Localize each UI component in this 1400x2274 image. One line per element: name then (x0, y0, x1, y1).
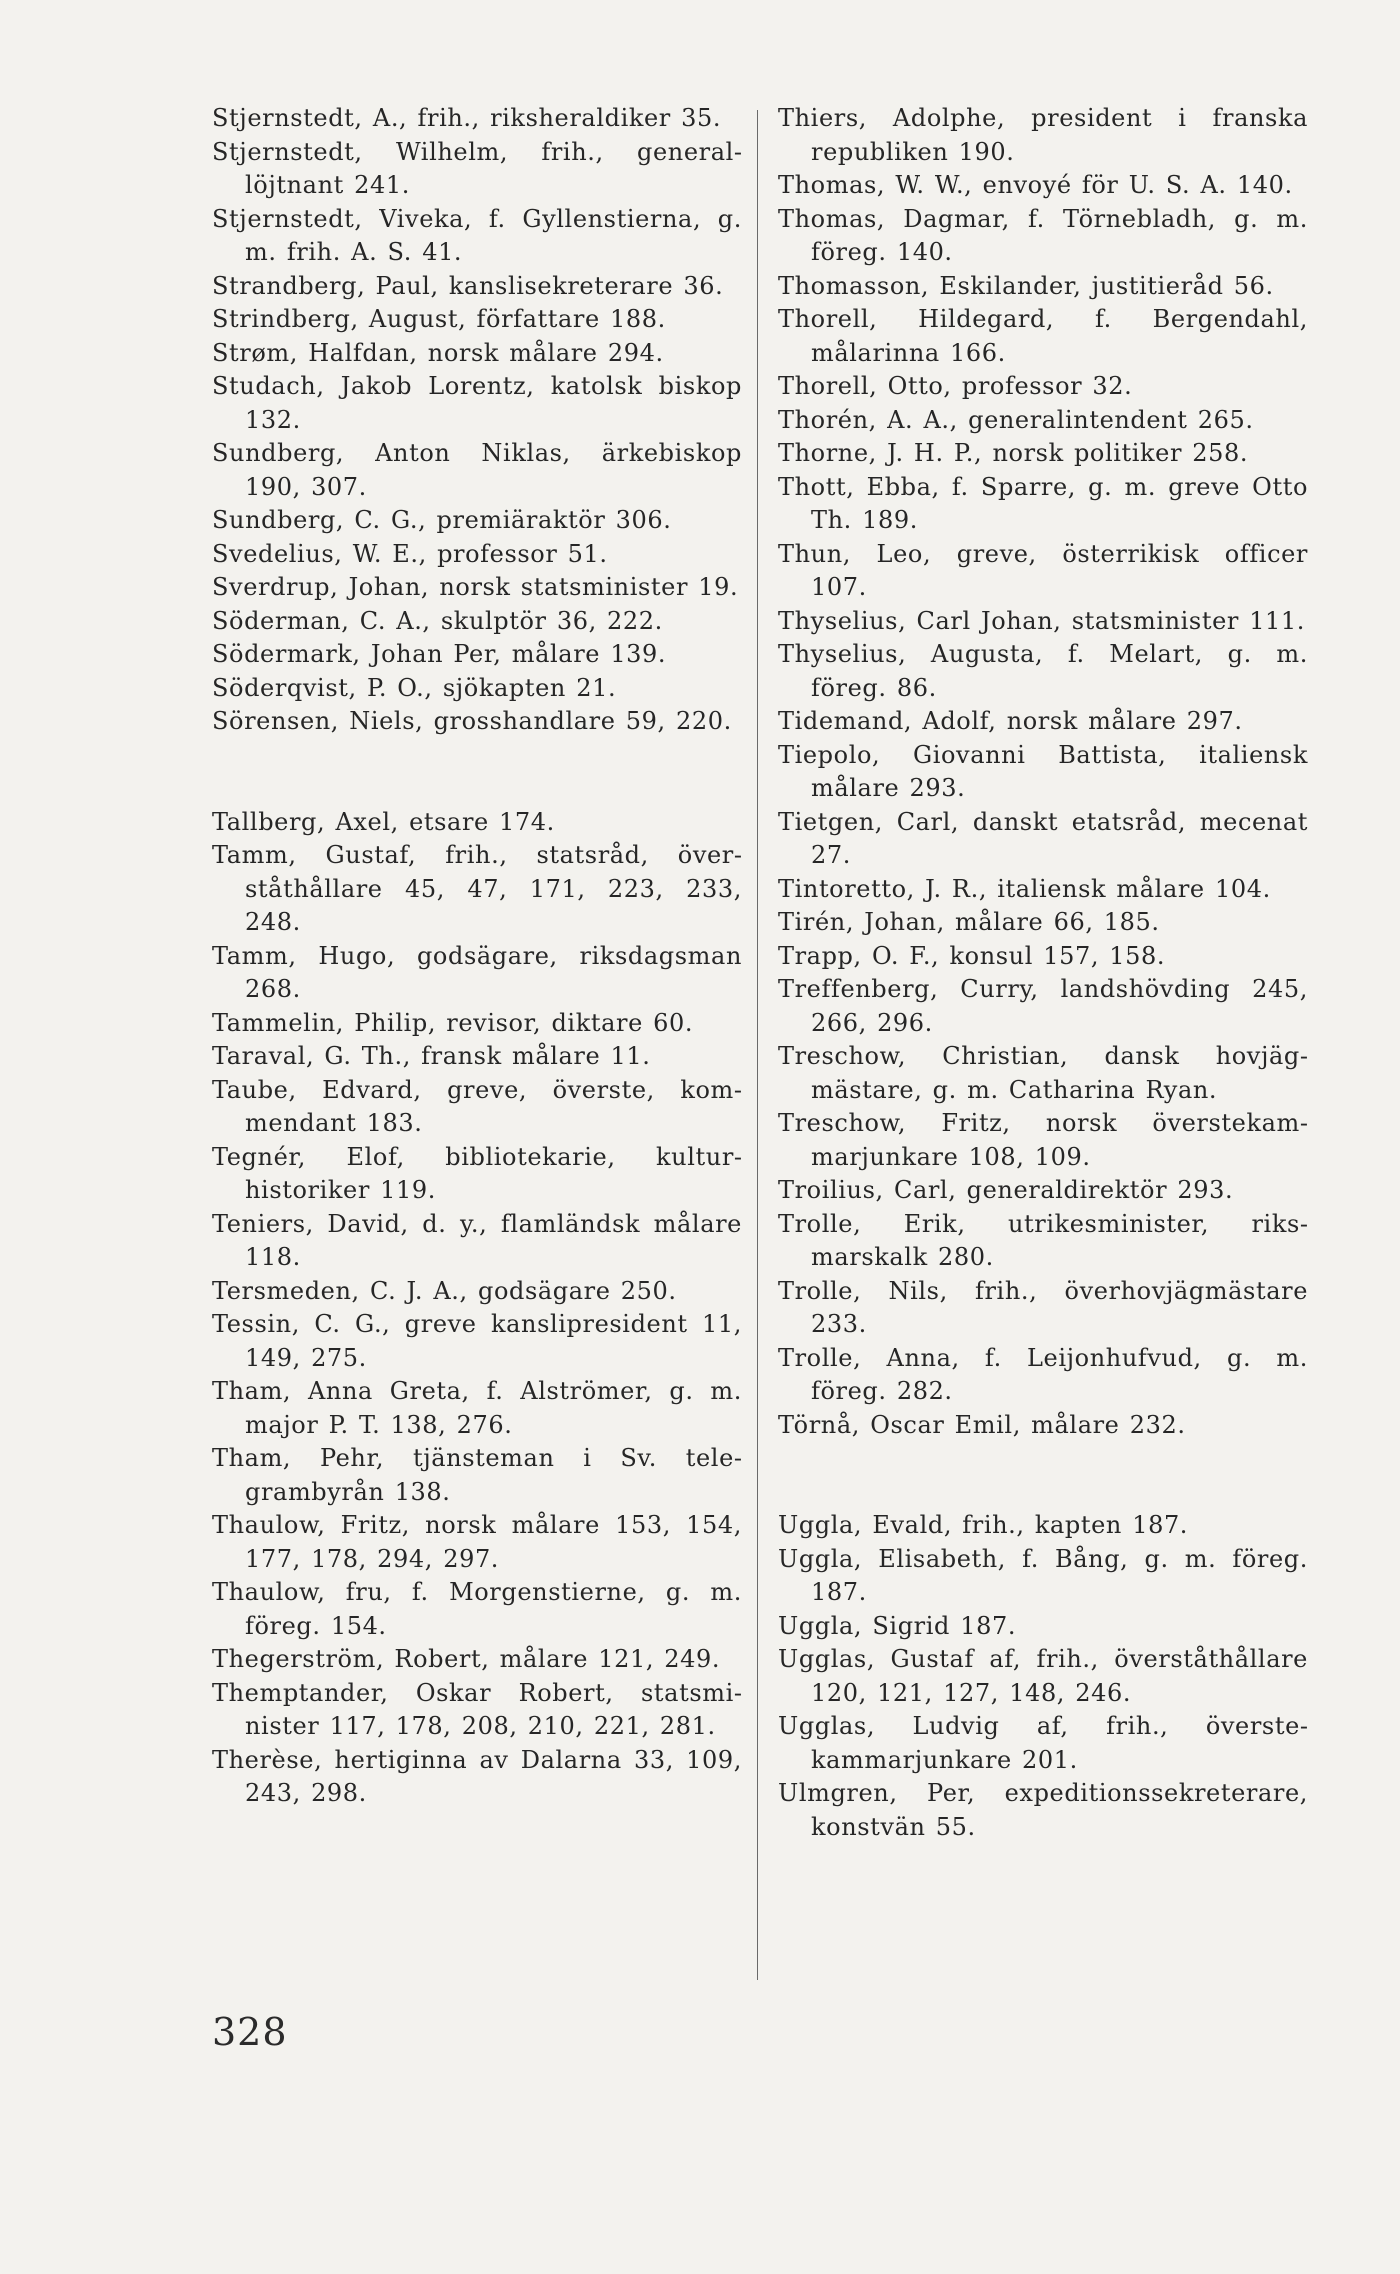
index-entry: Thorén, A. A., generalintendent 265. (778, 405, 1254, 434)
index-entry: Söderqvist, P. O., sjökapten 21. (212, 673, 617, 702)
page-number: 328 (212, 2010, 288, 2054)
index-entry: Thomasson, Eskilander, justitieråd 56. (778, 271, 1274, 300)
index-entry: Tessin, C. G., greve kanslipresident 11, 149, 275. (212, 1310, 742, 1372)
index-entry: Sverdrup, Johan, norsk statsminister 19. (212, 573, 739, 601)
index-entry: Therèse, hertiginna av Dalarna 33, 109, 243, 298. (212, 1745, 742, 1807)
index-entry: Ugglas, Gustaf af, frih., överståthållare 120, 121, 127, 148, 246. (778, 1645, 1308, 1707)
index-entry: Uggla, Evald, frih., kapten 187. (778, 1511, 1189, 1539)
index-entry: Uggla, Sigrid 187. (778, 1611, 1017, 1640)
index-entry: Sörensen, Niels, grosshandlare 59, 220. (212, 707, 732, 735)
t-entries-section (212, 806, 742, 1811)
index-entry: Tamm, Hugo, godsägare, riksdagsman 268. (212, 941, 742, 1003)
index-entry: Thaulow, fru, f. Morgenstierne, g. m. föreg. 154. (212, 1578, 742, 1640)
column-divider (757, 110, 758, 1980)
index-entry: Thun, Leo, greve, österrikisk officer 107. (778, 539, 1308, 601)
index-entry: Stjernstedt, A., frih., riksheraldiker 35. (212, 104, 722, 132)
index-entry: Thorne, J. H. P., norsk politiker 258. (778, 439, 1249, 467)
u-entries-section (778, 1509, 1308, 1844)
t-entries-section (778, 102, 1308, 1442)
index-entry: Treschow, Christian, dansk hovjägmästare, g. m. Catharina Ryan. (778, 1042, 1308, 1104)
index-entry: Söderman, C. A., skulptör 36, 222. (212, 606, 663, 635)
index-entry: Thiers, Adolphe, president i franska republiken 190. (778, 104, 1308, 166)
index-entry: Tallberg, Axel, etsare 174. (212, 807, 555, 836)
index-entry: Ulmgren, Per, expeditionssekreterare, konstvän 55. (778, 1779, 1308, 1841)
index-entry: Tidemand, Adolf, norsk målare 297. (778, 707, 1243, 735)
index-entry: Stjernstedt, Wilhelm, frih., generallöjtnant 241. (212, 137, 742, 199)
index-entry: Thorell, Otto, professor 32. (778, 372, 1133, 400)
index-entry: Tham, Anna Greta, f. Alströmer, g. m. major P. T. 138, 276. (212, 1377, 742, 1439)
index-entry: Strindberg, August, författare 188. (212, 305, 666, 333)
index-entry: Thyselius, Augusta, f. Melart, g. m. föreg. 86. (778, 640, 1308, 702)
right-column (778, 102, 1308, 1844)
index-entry: Stjernstedt, Viveka, f. Gyllenstierna, g. m. frih. A. S. 41. (212, 204, 742, 266)
index-entry: Themptander, Oskar Robert, statsminister 117, 178, 208, 210, 221, 281. (212, 1678, 742, 1740)
index-entry: Thomas, W. W., envoyé för U. S. A. 140. (778, 171, 1293, 199)
index-entry: Thaulow, Fritz, norsk målare 153, 154, 177, 178, 294, 297. (212, 1511, 742, 1573)
index-entry: Taube, Edvard, greve, överste, kommendant 183. (212, 1075, 742, 1137)
s-entries-section (212, 102, 742, 739)
index-entry: Trolle, Anna, f. Leijonhufvud, g. m. föreg. 282. (778, 1343, 1308, 1405)
index-entry: Trapp, O. F., konsul 157, 158. (778, 941, 1166, 970)
index-entry: Tham, Pehr, tjänsteman i Sv. telegrambyrån 138. (212, 1444, 742, 1506)
section-gap (212, 739, 742, 806)
index-entry: Teniers, David, d. y., flamländsk målare 118. (212, 1209, 742, 1271)
index-entry: Taraval, G. Th., fransk målare 11. (212, 1042, 651, 1070)
index-entry: Sundberg, C. G., premiäraktör 306. (212, 506, 672, 534)
left-column (212, 102, 742, 1811)
index-entry: Tammelin, Philip, revisor, diktare 60. (212, 1008, 694, 1037)
index-entry: Thott, Ebba, f. Sparre, g. m. greve Otto Th. 189. (778, 472, 1308, 534)
index-entry: Tirén, Johan, målare 66, 185. (778, 908, 1160, 936)
index-entry: Troilius, Carl, generaldirektör 293. (778, 1176, 1234, 1204)
index-entry: Tamm, Gustaf, frih., statsråd, överståthållare 45, 47, 171, 223, 233, 248. (212, 841, 742, 936)
index-entry: Thorell, Hildegard, f. Bergendahl, målarinna 166. (778, 305, 1308, 367)
section-gap (778, 1442, 1308, 1509)
index-entry: Törnå, Oscar Emil, målare 232. (778, 1410, 1186, 1439)
index-entry: Tintoretto, J. R., italiensk målare 104. (778, 874, 1271, 903)
index-entry: Thyselius, Carl Johan, statsminister 111. (778, 606, 1306, 635)
index-entry: Tersmeden, C. J. A., godsägare 250. (212, 1276, 677, 1305)
index-entry: Tegnér, Elof, bibliotekarie, kulturhistoriker 119. (212, 1142, 742, 1204)
index-entry: Södermark, Johan Per, målare 139. (212, 640, 667, 668)
index-entry: Svedelius, W. E., professor 51. (212, 539, 608, 568)
index-entry: Strandberg, Paul, kanslisekreterare 36. (212, 271, 724, 300)
index-entry: Treffenberg, Curry, landshövding 245, 266, 296. (778, 975, 1308, 1037)
index-entry: Tiepolo, Giovanni Battista, italiensk målare 293. (778, 740, 1308, 802)
index-entry: Tietgen, Carl, danskt etatsråd, mecenat 27. (778, 807, 1308, 869)
index-entry: Ugglas, Ludvig af, frih., överstekammarjunkare 201. (778, 1712, 1308, 1774)
index-entry: Uggla, Elisabeth, f. Bång, g. m. föreg. 187. (778, 1544, 1308, 1606)
index-entry: Trolle, Erik, utrikesminister, riksmarskalk 280. (778, 1209, 1308, 1271)
index-entry: Thomas, Dagmar, f. Törnebladh, g. m. föreg. 140. (778, 204, 1308, 266)
index-entry: Studach, Jakob Lorentz, katolsk biskop 132. (212, 372, 742, 434)
index-entry: Sundberg, Anton Niklas, ärkebiskop 190, 307. (212, 439, 742, 501)
index-entry: Thegerström, Robert, målare 121, 249. (212, 1645, 721, 1673)
index-entry: Trolle, Nils, frih., överhovjägmästare 233. (778, 1276, 1308, 1338)
index-entry: Strøm, Halfdan, norsk målare 294. (212, 338, 664, 367)
index-entry: Treschow, Fritz, norsk överstekammarjunkare 108, 109. (778, 1109, 1308, 1171)
